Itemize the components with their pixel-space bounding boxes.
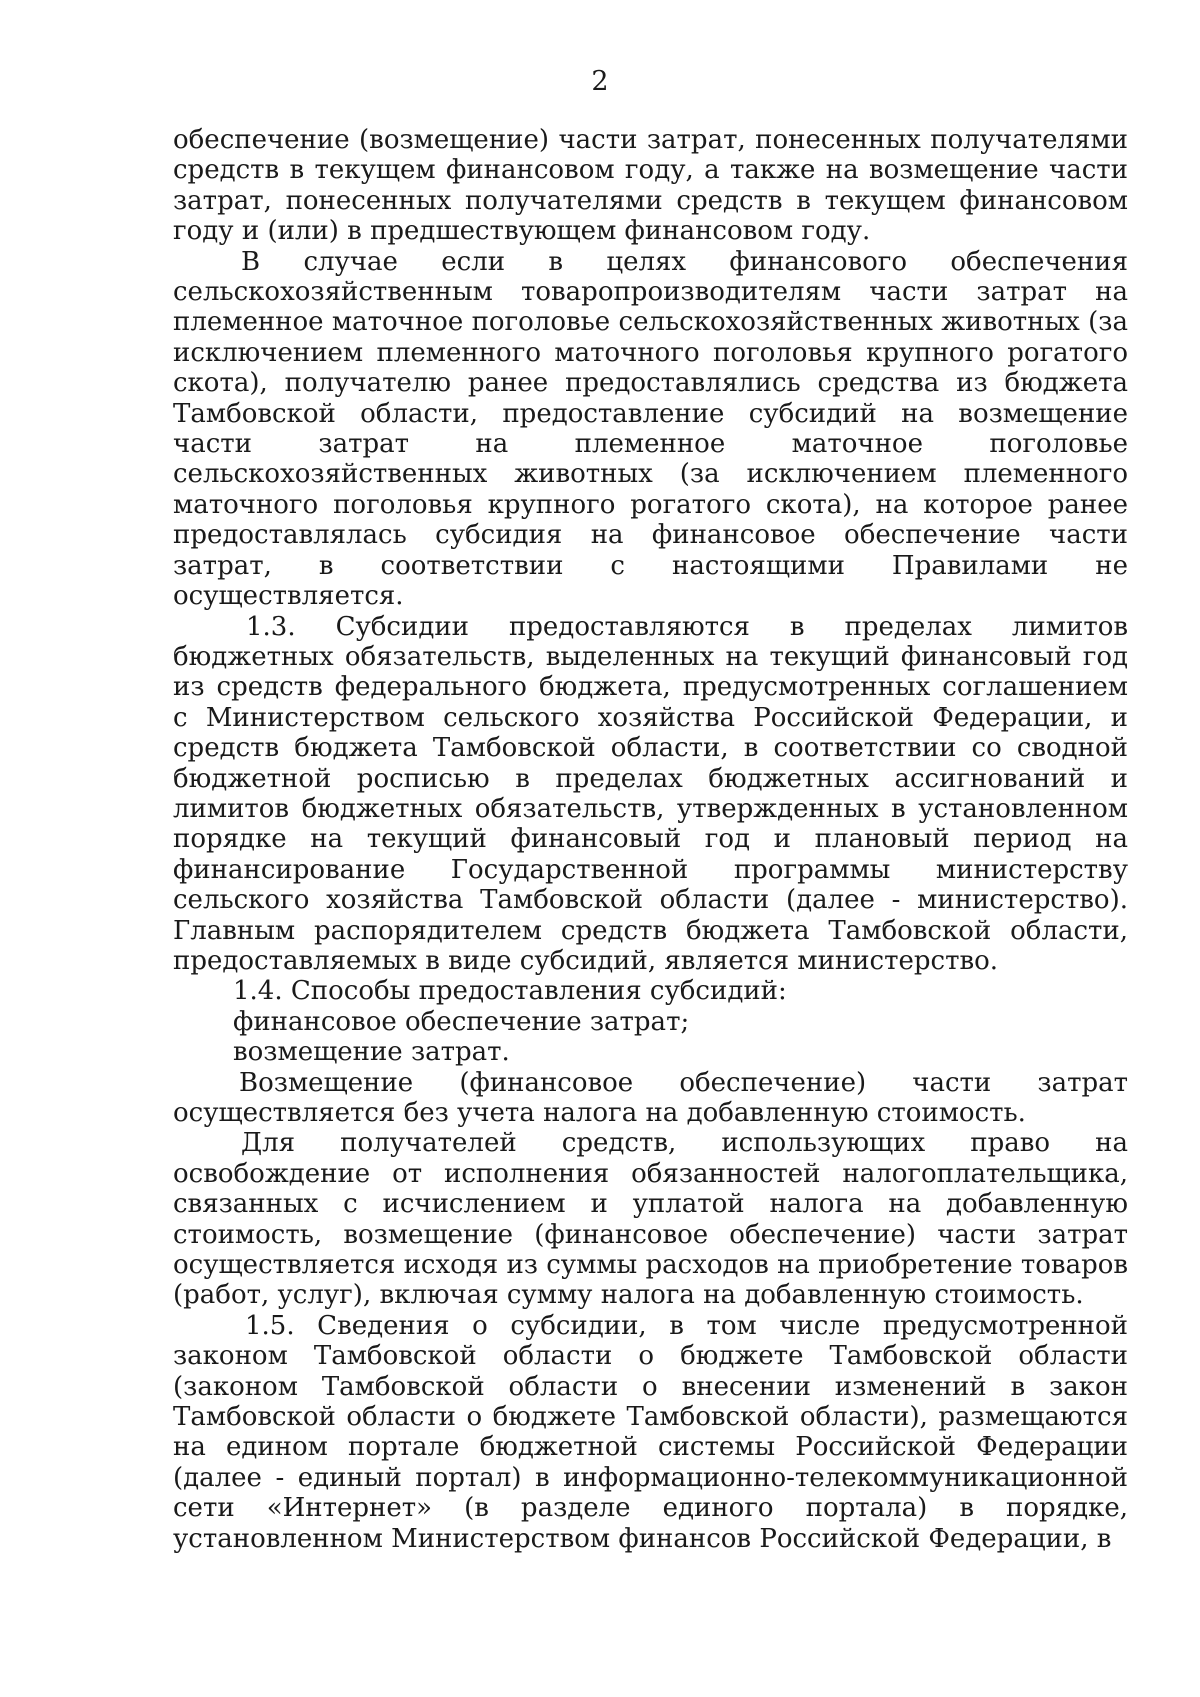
paragraph-section-1-4: 1.4. Способы предоставления субсидий: [233,976,787,1007]
paragraph-exception-clause: В случае если в целях финансового обеспечения сельскохозяйственным товаропроизводителям части затрат на племенное маточное поголовье сельскохозяйственных животных (за исключением племенного маточного поголовья крупного рогатого скота), получателю ранее предоставлялись средства из бюджета Тамбовской области, предоставление субсидий на возмещение части затрат на племенное маточное поголовье сельскохозяйственных животных (за исключением племенного маточного поголовья крупного рогатого скота), на которое ранее предоставлялась субсидия на финансовое обеспечение части затрат, в соответствии с настоящими Правилами не осуществляется. [173,246,1128,612]
document-body [173,125,1128,1554]
paragraph-section-1-3: 1.3. Субсидии предоставляются в пределах лимитов бюджетных обязательств, выделенных на текущий финансовый год из средств федерального бюджета, предусмотренных соглашением с Министерством сельского хозяйства Российской Федерации, и средств бюджета Тамбовской области, в соответствии со сводной бюджетной росписью в пределах бюджетных ассигнований и лимитов бюджетных обязательств, утвержденных в установленном порядке на текущий финансовый год и плановый период на финансирование Государственной программы министерству сельского хозяйства Тамбовской области (далее - министерство). Главным распорядителем средств бюджета Тамбовской области, предоставляемых в виде субсидий, является министерство. [173,611,1128,976]
paragraph-vat-exclusion: Возмещение (финансовое обеспечение) части затрат осуществляется без учета налога на добавленную стоимость. [173,1067,1128,1128]
list-item-reimbursement: возмещение затрат. [233,1037,510,1068]
paragraph-continuation: обеспечение (возмещение) части затрат, понесенных получателями средств в текущем финансовом году, а также на возмещение части затрат, понесенных получателями средств в текущем финансовом году и (или) в предшествующем финансовом году. [173,125,1128,247]
list-item-financial-support: финансовое обеспечение затрат; [233,1006,690,1037]
paragraph-vat-exempt-recipients: Для получателей средств, использующих право на освобождение от исполнения обязанностей налогоплательщика, связанных с исчислением и уплатой налога на добавленную стоимость, возмещение (финансовое обеспечение) части затрат осуществляется исходя из суммы расходов на приобретение товаров (работ, услуг), включая сумму налога на добавленную стоимость. [173,1128,1129,1311]
paragraph-section-1-5: 1.5. Сведения о субсидии, в том числе предусмотренной законом Тамбовской области о бюджете Тамбовской области (законом Тамбовской области о внесении изменений в закон Тамбовской области о бюджете Тамбовской области), размещаются на едином портале бюджетной системы Российской Федерации (далее - единый портал) в информационно-телекоммуникационной сети «Интернет» (в разделе единого портала) в порядке, установленном Министерством финансов Российской Федерации, в [173,1310,1128,1554]
page-number: 2 [591,66,609,97]
